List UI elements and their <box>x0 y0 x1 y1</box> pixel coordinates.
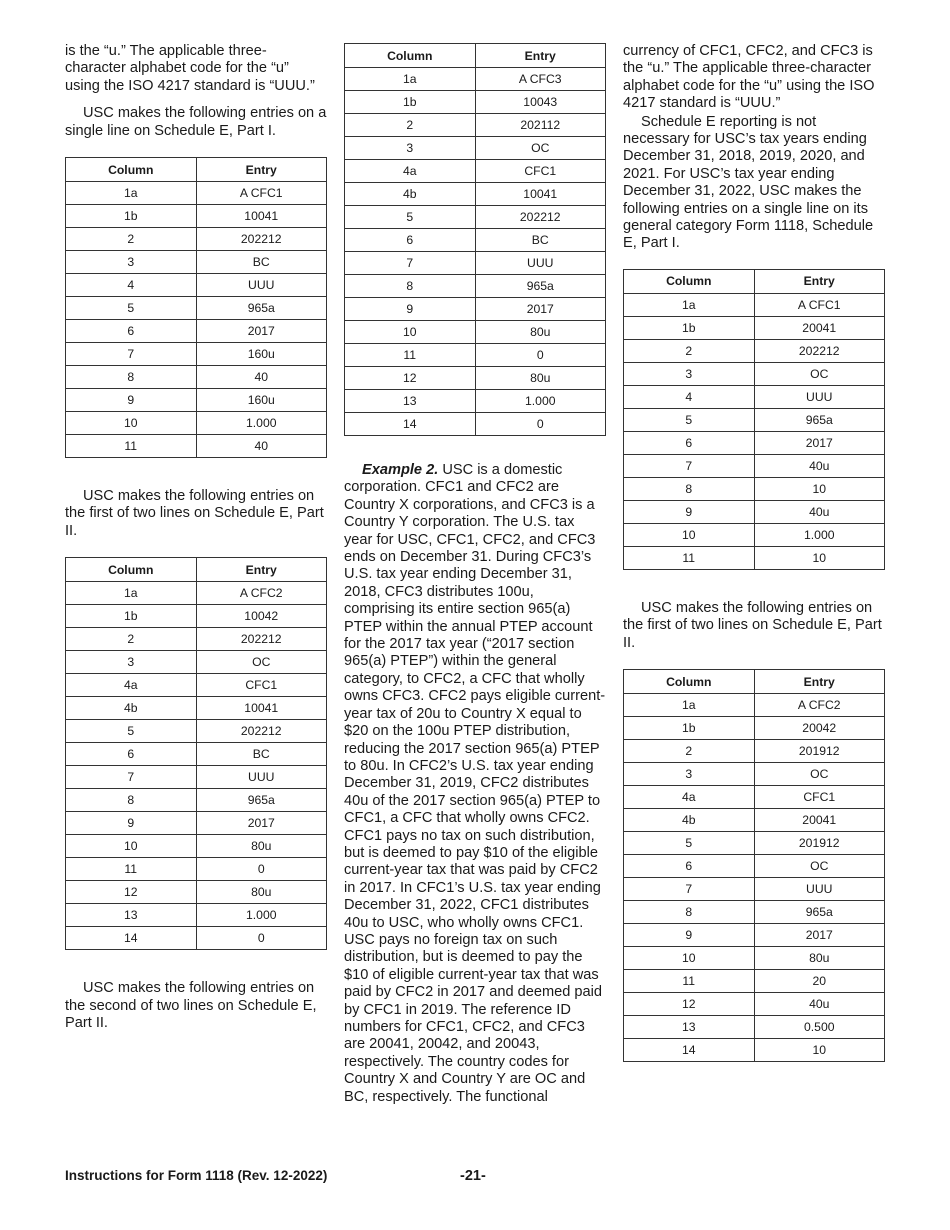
column-header: Entry <box>754 670 885 694</box>
table-cell: 4a <box>624 786 755 809</box>
table-row <box>624 1016 885 1039</box>
table-cell: 2017 <box>754 431 885 454</box>
table-cell: 40u <box>754 454 885 477</box>
table-cell: 9 <box>345 298 476 321</box>
table-row <box>345 68 606 91</box>
table-cell: BC <box>475 229 606 252</box>
paragraph-continuation: is the “u.” The applicable three-character alphabet code for the “u” using the ISO 4217 standard is “UUU.” <box>65 43 315 94</box>
table-row <box>66 389 327 412</box>
table-header-row <box>345 44 606 68</box>
table-cell: BC <box>196 743 327 766</box>
table-row <box>66 297 327 320</box>
table-cell: 10 <box>754 546 885 569</box>
example-2-paragraph <box>344 462 606 1106</box>
table-cell: 0 <box>475 413 606 436</box>
table-cell: 965a <box>475 275 606 298</box>
table-row <box>66 881 327 904</box>
table-row <box>624 523 885 546</box>
table-row <box>66 205 327 228</box>
table-cell: 20 <box>754 970 885 993</box>
table-row <box>624 431 885 454</box>
table-row <box>624 763 885 786</box>
table-cell: 0 <box>196 858 327 881</box>
table-cell: 14 <box>66 927 197 950</box>
table-row <box>624 901 885 924</box>
table-row <box>66 320 327 343</box>
table-cell: 5 <box>66 720 197 743</box>
column-header: Column <box>624 269 755 293</box>
table-cell: 5 <box>624 408 755 431</box>
table-header-row <box>624 269 885 293</box>
table-cell: 6 <box>345 229 476 252</box>
table-row <box>624 293 885 316</box>
table-cell: 1.000 <box>196 904 327 927</box>
table-cell: 40u <box>754 500 885 523</box>
table-cell: 1a <box>624 293 755 316</box>
table-row <box>66 789 327 812</box>
table-cell: 8 <box>624 901 755 924</box>
table-row <box>66 628 327 651</box>
table-cell: 202212 <box>196 228 327 251</box>
table-cell: 1a <box>624 694 755 717</box>
table-row <box>66 697 327 720</box>
table-cell: 4b <box>66 697 197 720</box>
column-header: Entry <box>196 158 327 182</box>
table-cell: 2 <box>624 740 755 763</box>
table-cell: 20041 <box>754 316 885 339</box>
table-cell: 3 <box>345 137 476 160</box>
column-header: Column <box>66 558 197 582</box>
table-cell: 10 <box>624 947 755 970</box>
table-row <box>624 717 885 740</box>
table-cell: 9 <box>624 924 755 947</box>
table-cell: OC <box>754 362 885 385</box>
table-row <box>345 252 606 275</box>
column-header: Entry <box>754 269 885 293</box>
table-cell: A CFC2 <box>196 582 327 605</box>
table-row <box>345 114 606 137</box>
table-cell: 14 <box>345 413 476 436</box>
table-cell: 3 <box>66 651 197 674</box>
table-cell: 5 <box>624 832 755 855</box>
table-cell: 10 <box>66 835 197 858</box>
table-cell: 0 <box>475 344 606 367</box>
table-cell: A CFC1 <box>754 293 885 316</box>
table-cell: UUU <box>196 766 327 789</box>
table-cell: UUU <box>754 878 885 901</box>
table-cell: 1a <box>345 68 476 91</box>
table-row <box>345 160 606 183</box>
table-row <box>66 251 327 274</box>
table-cell: 11 <box>66 435 197 458</box>
column-left <box>65 43 327 1032</box>
table-cell: OC <box>196 651 327 674</box>
table-row <box>624 385 885 408</box>
example-label: Example 2. <box>362 462 439 478</box>
table-row <box>345 137 606 160</box>
paragraph-schedule-e-part-ii-first: USC makes the following entries on the first of two lines on Schedule E, Part II. <box>623 599 882 651</box>
table-cell: 1b <box>624 316 755 339</box>
table-row <box>66 274 327 297</box>
table-cell: 80u <box>196 881 327 904</box>
table-cell: 0 <box>196 927 327 950</box>
table-cell: 202212 <box>196 720 327 743</box>
table-row <box>66 904 327 927</box>
table-cell: 9 <box>66 812 197 835</box>
table-cell: 4 <box>624 385 755 408</box>
table-row <box>345 275 606 298</box>
table-cell: 80u <box>754 947 885 970</box>
table-cell: 965a <box>196 297 327 320</box>
table-cell: 5 <box>345 206 476 229</box>
paragraph-schedule-e-part-ii-first: USC makes the following entries on the first of two lines on Schedule E, Part II. <box>65 488 324 539</box>
table-cell: 965a <box>196 789 327 812</box>
table-row <box>345 367 606 390</box>
entries-table <box>623 669 885 1062</box>
table-row <box>624 454 885 477</box>
table-cell: 9 <box>624 500 755 523</box>
table-row <box>624 1039 885 1062</box>
table-cell: 10041 <box>475 183 606 206</box>
table-row <box>345 91 606 114</box>
table-row <box>66 674 327 697</box>
table-cell: 4a <box>66 674 197 697</box>
table-cell: 1a <box>66 582 197 605</box>
table-cell: 13 <box>66 904 197 927</box>
table-cell: 202212 <box>754 339 885 362</box>
table-cell: 6 <box>66 743 197 766</box>
table-cell: 3 <box>624 362 755 385</box>
table-cell: 10 <box>345 321 476 344</box>
column-right <box>623 43 885 1062</box>
table-cell: 1b <box>345 91 476 114</box>
table-cell: CFC1 <box>196 674 327 697</box>
table-cell: 11 <box>624 546 755 569</box>
footer-form-title: Instructions for Form 1118 (Rev. 12-2022) <box>65 1168 328 1183</box>
table-row <box>624 832 885 855</box>
table-row <box>624 500 885 523</box>
table-cell: 4b <box>624 809 755 832</box>
table-row <box>66 605 327 628</box>
table-row <box>624 316 885 339</box>
table-cell: 2 <box>345 114 476 137</box>
table-row <box>624 408 885 431</box>
table-row <box>345 390 606 413</box>
table-row <box>624 924 885 947</box>
table-cell: 2017 <box>754 924 885 947</box>
table-cell: 6 <box>624 855 755 878</box>
table-row <box>66 812 327 835</box>
table-row <box>624 970 885 993</box>
table-row <box>624 786 885 809</box>
table-cell: 80u <box>196 835 327 858</box>
table-cell: 7 <box>345 252 476 275</box>
table-cell: A CFC1 <box>196 182 327 205</box>
table-cell: 80u <box>475 321 606 344</box>
table-row <box>624 362 885 385</box>
table-row <box>624 855 885 878</box>
table-cell: 1b <box>66 205 197 228</box>
table-row <box>624 740 885 763</box>
table-cell: OC <box>754 855 885 878</box>
table-cell: 80u <box>475 367 606 390</box>
entries-table <box>344 43 606 436</box>
table-row <box>624 878 885 901</box>
table-cell: 0.500 <box>754 1016 885 1039</box>
table-header-row <box>624 670 885 694</box>
table-cell: UUU <box>196 274 327 297</box>
table-cell: 2017 <box>196 812 327 835</box>
table-cell: 11 <box>345 344 476 367</box>
table-header-row <box>66 558 327 582</box>
table-cell: 9 <box>66 389 197 412</box>
table-cell: 202212 <box>475 206 606 229</box>
table-cell: 40 <box>196 435 327 458</box>
table-cell: 3 <box>624 763 755 786</box>
paragraph-schedule-e-part-i: USC makes the following entries on a single line on Schedule E, Part I. <box>65 105 327 139</box>
table-cell: 1.000 <box>475 390 606 413</box>
table-cell: 10 <box>66 412 197 435</box>
table-cell: CFC1 <box>475 160 606 183</box>
table-cell: 7 <box>624 454 755 477</box>
table-row <box>66 858 327 881</box>
table-cell: 160u <box>196 389 327 412</box>
table-cell: 8 <box>66 366 197 389</box>
table-cell: 201912 <box>754 740 885 763</box>
table-row <box>66 835 327 858</box>
table-cell: 10041 <box>196 697 327 720</box>
table-row <box>345 229 606 252</box>
entries-table <box>65 557 327 950</box>
table-row <box>624 477 885 500</box>
table-cell: 12 <box>624 993 755 1016</box>
table-row <box>624 993 885 1016</box>
table-cell: 160u <box>196 343 327 366</box>
table-cell: 6 <box>624 431 755 454</box>
table-row <box>624 694 885 717</box>
table-cell: 2 <box>66 628 197 651</box>
table-cell: 8 <box>66 789 197 812</box>
table-row <box>66 743 327 766</box>
table-row <box>66 651 327 674</box>
table-cell: 10041 <box>196 205 327 228</box>
table-cell: 40 <box>196 366 327 389</box>
column-header: Column <box>624 670 755 694</box>
table-cell: 4a <box>345 160 476 183</box>
table-cell: A CFC2 <box>754 694 885 717</box>
table-cell: 13 <box>345 390 476 413</box>
table-row <box>624 947 885 970</box>
table-cell: 7 <box>624 878 755 901</box>
table-cell: 5 <box>66 297 197 320</box>
table-cell: 1a <box>66 182 197 205</box>
paragraph-continuation: currency of CFC1, CFC2, and CFC3 is the “u.” The applicable three-character alphabet code for the “u” using the ISO 4217 standard is “UUU.” <box>623 43 875 112</box>
table-cell: 20041 <box>754 809 885 832</box>
table-cell: 11 <box>624 970 755 993</box>
table-cell: 2017 <box>196 320 327 343</box>
table-cell: 4b <box>345 183 476 206</box>
table-cell: 2 <box>624 339 755 362</box>
table-cell: 40u <box>754 993 885 1016</box>
table-cell: 8 <box>345 275 476 298</box>
table-row <box>345 298 606 321</box>
table-cell: 1.000 <box>196 412 327 435</box>
column-middle <box>344 43 606 1106</box>
table-row <box>624 546 885 569</box>
column-header: Column <box>345 44 476 68</box>
table-cell: OC <box>475 137 606 160</box>
entries-table <box>65 157 327 458</box>
table-cell: A CFC3 <box>475 68 606 91</box>
table-cell: 1b <box>624 717 755 740</box>
table-cell: 4 <box>66 274 197 297</box>
table-cell: 7 <box>66 766 197 789</box>
example-text: USC is a domestic corporation. CFC1 and CFC2 are Country X corporations, and CFC3 is a Country Y corporation. The U.S. tax year for USC, CFC1, CFC2, and CFC3 ends on December 31. During CFC3’s U.S. tax year ending December 31, 2018, CFC3 distributes 100u, comprising its entire section 965(a) PTEP within the annual PTEP account for the 2017 tax year (“2017 section 965(a) PTEP”) within the general category, to CFC2, a CFC that wholly owns CFC3. CFC2 pays eligible current-year tax of 20u to Country X equal to $20 on the 100u PTEP distribution, reducing the 2017 section 965(a) PTEP to 80u. In CFC2’s U.S. tax year ending December 31, 2019, CFC2 distributes 40u of the 2017 section 965(a) PTEP to CFC1, a CFC that wholly owns CFC2. CFC1 pays no tax on such distribution, but is deemed to pay $10 of the eligible current-year tax that was paid by CFC2 in 2017. In CFC1’s U.S. tax year ending December 31, 2022, CFC1 distributes 40u to USC, who wholly owns CFC1. USC pays no foreign tax on such distribution, but is deemed to pay the $10 of eligible current-year tax that was paid by CFC2 in 2017 and deemed paid by CFC1 in 2019. The reference ID numbers for CFC1, CFC2, and CFC3 are 20041, 20042, and 20043, respectively. The country codes for Country X and Country Y are OC and BC, respectively. The functional <box>344 462 606 1105</box>
table-cell: 202112 <box>475 114 606 137</box>
table-cell: 12 <box>66 881 197 904</box>
table-cell: 10 <box>754 1039 885 1062</box>
paragraph-schedule-e-note: Schedule E reporting is not necessary for USC’s tax years ending December 31, 2018, 2019, 2020, and 2021. For USC’s tax year ending December 31, 2022, USC makes the following entries on a single line on its general category Form 1118, Schedule E, Part I. <box>623 113 874 252</box>
table-row <box>624 809 885 832</box>
table-cell: 201912 <box>754 832 885 855</box>
table-cell: 14 <box>624 1039 755 1062</box>
table-row <box>66 435 327 458</box>
table-row <box>66 582 327 605</box>
table-cell: CFC1 <box>754 786 885 809</box>
table-cell: 7 <box>66 343 197 366</box>
table-row <box>345 183 606 206</box>
table-row <box>624 339 885 362</box>
table-row <box>66 766 327 789</box>
table-row <box>66 343 327 366</box>
page-number: -21- <box>460 1168 486 1184</box>
column-header: Column <box>66 158 197 182</box>
table-header-row <box>66 158 327 182</box>
table-cell: 6 <box>66 320 197 343</box>
table-row <box>345 413 606 436</box>
table-cell: 10 <box>754 477 885 500</box>
table-row <box>66 182 327 205</box>
table-row <box>66 412 327 435</box>
table-cell: 3 <box>66 251 197 274</box>
column-header: Entry <box>196 558 327 582</box>
table-cell: 10043 <box>475 91 606 114</box>
table-cell: 1.000 <box>754 523 885 546</box>
table-cell: 2 <box>66 228 197 251</box>
table-cell: BC <box>196 251 327 274</box>
table-row <box>66 720 327 743</box>
table-row <box>66 927 327 950</box>
table-cell: 1b <box>66 605 197 628</box>
table-cell: 13 <box>624 1016 755 1039</box>
table-cell: 10 <box>624 523 755 546</box>
table-cell: 965a <box>754 901 885 924</box>
column-header: Entry <box>475 44 606 68</box>
paragraph-schedule-e-part-ii-second: USC makes the following entries on the second of two lines on Schedule E, Part II. <box>65 980 317 1032</box>
table-cell: 10042 <box>196 605 327 628</box>
table-row <box>66 228 327 251</box>
table-row <box>345 206 606 229</box>
table-row <box>66 366 327 389</box>
entries-table <box>623 269 885 570</box>
table-cell: UUU <box>475 252 606 275</box>
table-cell: 11 <box>66 858 197 881</box>
table-cell: 965a <box>754 408 885 431</box>
table-cell: 20042 <box>754 717 885 740</box>
table-row <box>345 344 606 367</box>
table-cell: 2017 <box>475 298 606 321</box>
table-cell: 8 <box>624 477 755 500</box>
table-cell: 12 <box>345 367 476 390</box>
table-row <box>345 321 606 344</box>
table-cell: OC <box>754 763 885 786</box>
table-cell: 202212 <box>196 628 327 651</box>
table-cell: UUU <box>754 385 885 408</box>
